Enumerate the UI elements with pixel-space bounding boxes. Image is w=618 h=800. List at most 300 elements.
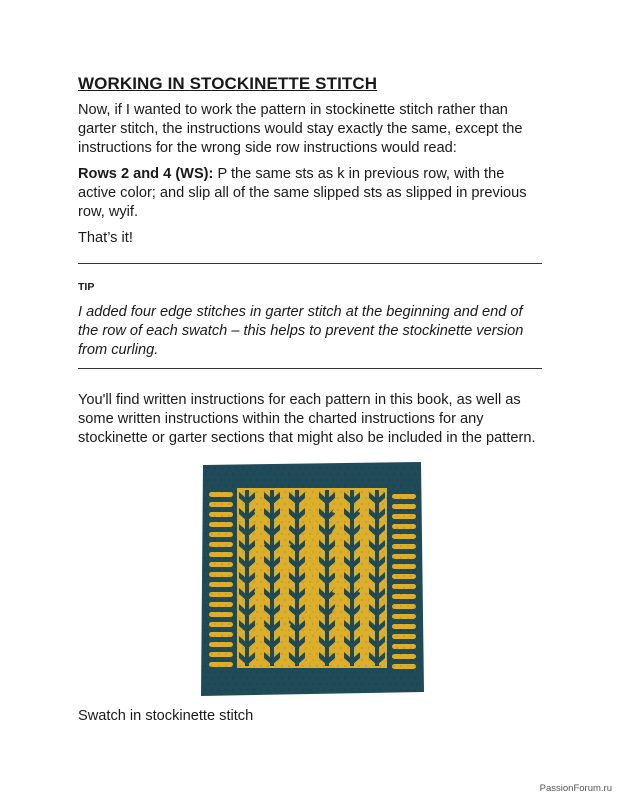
knit-texture <box>249 611 251 613</box>
knit-texture <box>235 683 237 685</box>
knit-texture <box>295 617 297 619</box>
knit-texture <box>239 473 241 475</box>
knit-texture <box>260 497 262 499</box>
knit-texture <box>358 509 360 511</box>
knit-texture <box>337 545 339 547</box>
knit-texture <box>403 647 405 649</box>
knit-texture <box>228 587 230 589</box>
knit-texture <box>242 683 244 685</box>
knit-texture <box>323 557 325 559</box>
knit-texture <box>302 677 304 679</box>
knit-texture <box>323 545 325 547</box>
knit-texture <box>225 641 227 643</box>
knit-texture <box>368 659 370 661</box>
edge-stripe-right <box>392 594 416 599</box>
knit-texture <box>281 557 283 559</box>
knit-texture <box>365 665 367 667</box>
knit-texture <box>239 605 241 607</box>
knit-texture <box>246 617 248 619</box>
knit-texture <box>340 599 342 601</box>
knit-texture <box>319 491 321 493</box>
knit-texture <box>316 569 318 571</box>
knit-texture <box>340 479 342 481</box>
knit-texture <box>407 677 409 679</box>
knit-texture <box>389 587 391 589</box>
knit-texture <box>239 617 241 619</box>
knit-texture <box>214 467 216 469</box>
knit-texture <box>323 629 325 631</box>
knit-texture <box>256 563 258 565</box>
knit-texture <box>312 515 314 517</box>
knit-texture <box>263 575 265 577</box>
knit-texture <box>368 527 370 529</box>
knit-texture <box>365 569 367 571</box>
knit-texture <box>312 575 314 577</box>
knit-texture <box>410 575 412 577</box>
knit-texture <box>253 557 255 559</box>
knit-texture <box>298 467 300 469</box>
knit-texture <box>382 491 384 493</box>
knit-texture <box>284 623 286 625</box>
knit-texture <box>372 569 374 571</box>
knit-texture <box>337 689 339 691</box>
knit-texture <box>204 485 206 487</box>
knit-texture <box>344 677 346 679</box>
knit-texture <box>410 491 412 493</box>
knit-texture <box>204 533 206 535</box>
knit-texture <box>417 527 419 529</box>
knit-texture <box>319 659 321 661</box>
knit-texture <box>351 545 353 547</box>
knit-texture <box>232 497 234 499</box>
knit-texture <box>316 497 318 499</box>
knit-texture <box>218 665 220 667</box>
knit-texture <box>330 593 332 595</box>
knit-texture <box>274 617 276 619</box>
knit-texture <box>260 557 262 559</box>
knit-texture <box>337 677 339 679</box>
knit-texture <box>225 581 227 583</box>
knit-texture <box>375 515 377 517</box>
knit-texture <box>239 653 241 655</box>
knit-texture <box>333 671 335 673</box>
knit-texture <box>249 587 251 589</box>
knit-texture <box>207 671 209 673</box>
knit-texture <box>400 521 402 523</box>
knit-texture <box>323 533 325 535</box>
knit-texture <box>372 689 374 691</box>
knit-texture <box>302 497 304 499</box>
knit-texture <box>291 491 293 493</box>
knit-texture <box>211 581 213 583</box>
knit-texture <box>389 551 391 553</box>
knit-texture <box>277 659 279 661</box>
knit-texture <box>281 605 283 607</box>
knit-texture <box>344 629 346 631</box>
knit-texture <box>358 545 360 547</box>
knit-texture <box>403 635 405 637</box>
knit-texture <box>386 533 388 535</box>
knit-texture <box>358 617 360 619</box>
knit-texture <box>239 545 241 547</box>
knit-texture <box>253 569 255 571</box>
knit-texture <box>305 671 307 673</box>
knit-texture <box>221 527 223 529</box>
knit-texture <box>295 581 297 583</box>
knit-texture <box>260 605 262 607</box>
knit-texture <box>225 665 227 667</box>
knit-texture <box>239 641 241 643</box>
knit-texture <box>221 647 223 649</box>
knit-texture <box>375 623 377 625</box>
knit-texture <box>400 653 402 655</box>
knit-texture <box>305 647 307 649</box>
knit-texture <box>232 629 234 631</box>
knit-texture <box>232 689 234 691</box>
knit-texture <box>340 587 342 589</box>
knit-texture <box>333 539 335 541</box>
knit-texture <box>347 539 349 541</box>
knit-texture <box>228 671 230 673</box>
edge-stripe-left <box>209 642 233 647</box>
thats-it-text: That’s it! <box>78 230 133 246</box>
knit-texture <box>330 545 332 547</box>
knit-texture <box>235 515 237 517</box>
knit-texture <box>309 521 311 523</box>
knit-texture <box>347 611 349 613</box>
knit-texture <box>218 569 220 571</box>
knit-texture <box>291 599 293 601</box>
knit-texture <box>249 515 251 517</box>
knit-texture <box>232 581 234 583</box>
knit-texture <box>382 551 384 553</box>
knit-texture <box>340 527 342 529</box>
knit-texture <box>379 497 381 499</box>
knit-texture <box>386 473 388 475</box>
knit-texture <box>270 467 272 469</box>
knit-texture <box>354 647 356 649</box>
knit-texture <box>386 617 388 619</box>
knit-texture <box>365 689 367 691</box>
knit-texture <box>323 677 325 679</box>
knit-texture <box>228 467 230 469</box>
knit-texture <box>368 647 370 649</box>
knit-texture <box>274 677 276 679</box>
knit-texture <box>204 521 206 523</box>
knit-texture <box>312 539 314 541</box>
knit-texture <box>263 539 265 541</box>
knit-texture <box>403 611 405 613</box>
knit-texture <box>253 533 255 535</box>
knit-texture <box>246 581 248 583</box>
knit-texture <box>263 491 265 493</box>
knit-texture <box>291 527 293 529</box>
knit-texture <box>274 473 276 475</box>
knit-texture <box>382 539 384 541</box>
knit-texture <box>365 605 367 607</box>
knit-texture <box>323 569 325 571</box>
knit-texture <box>382 563 384 565</box>
knit-texture <box>246 605 248 607</box>
knit-texture <box>372 521 374 523</box>
knit-texture <box>340 635 342 637</box>
knit-texture <box>204 557 206 559</box>
knit-texture <box>207 563 209 565</box>
knit-texture <box>249 527 251 529</box>
knit-texture <box>410 515 412 517</box>
knit-texture <box>375 575 377 577</box>
knit-texture <box>274 581 276 583</box>
knit-texture <box>207 515 209 517</box>
knit-texture <box>344 497 346 499</box>
knit-texture <box>214 599 216 601</box>
knit-texture <box>288 545 290 547</box>
knit-texture <box>333 551 335 553</box>
knit-texture <box>389 683 391 685</box>
knit-texture <box>228 551 230 553</box>
knit-texture <box>214 503 216 505</box>
knit-texture <box>214 575 216 577</box>
knit-texture <box>396 467 398 469</box>
knit-texture <box>232 509 234 511</box>
knit-texture <box>361 491 363 493</box>
knit-texture <box>256 599 258 601</box>
knit-texture <box>351 569 353 571</box>
knit-texture <box>263 671 265 673</box>
knit-texture <box>291 515 293 517</box>
knit-texture <box>386 593 388 595</box>
knit-texture <box>218 545 220 547</box>
knit-texture <box>242 611 244 613</box>
knit-texture <box>372 629 374 631</box>
knit-texture <box>365 617 367 619</box>
page-content <box>78 73 542 455</box>
knit-texture <box>333 611 335 613</box>
knit-texture <box>358 605 360 607</box>
knit-texture <box>263 551 265 553</box>
knit-texture <box>235 635 237 637</box>
knit-texture <box>365 485 367 487</box>
knit-texture <box>298 551 300 553</box>
swatch-caption: Swatch in stockinette stitch <box>78 708 254 724</box>
knit-texture <box>232 473 234 475</box>
knit-texture <box>256 575 258 577</box>
knit-texture <box>204 509 206 511</box>
knit-texture <box>204 677 206 679</box>
knit-texture <box>281 653 283 655</box>
knit-texture <box>274 665 276 667</box>
knit-texture <box>407 485 409 487</box>
knit-texture <box>228 659 230 661</box>
knit-texture <box>389 503 391 505</box>
knit-texture <box>267 533 269 535</box>
knit-texture <box>309 533 311 535</box>
knit-texture <box>414 485 416 487</box>
knit-texture <box>379 557 381 559</box>
knit-texture <box>386 545 388 547</box>
knit-texture <box>389 527 391 529</box>
knit-texture <box>267 557 269 559</box>
knit-texture <box>407 521 409 523</box>
knit-texture <box>351 665 353 667</box>
knit-texture <box>291 671 293 673</box>
knit-texture <box>319 503 321 505</box>
knit-texture <box>298 611 300 613</box>
knit-texture <box>319 527 321 529</box>
knit-texture <box>228 599 230 601</box>
knit-texture <box>235 611 237 613</box>
edge-stripe-right <box>392 534 416 539</box>
knit-texture <box>309 629 311 631</box>
knit-texture <box>274 533 276 535</box>
knit-texture <box>379 617 381 619</box>
knit-texture <box>389 515 391 517</box>
knit-texture <box>333 623 335 625</box>
knit-texture <box>260 569 262 571</box>
knit-texture <box>207 527 209 529</box>
knit-texture <box>410 563 412 565</box>
knit-texture <box>410 587 412 589</box>
edge-stripe-right <box>392 664 416 669</box>
knit-texture <box>312 671 314 673</box>
knit-texture <box>221 491 223 493</box>
knit-texture <box>414 581 416 583</box>
knit-texture <box>344 689 346 691</box>
knit-texture <box>333 599 335 601</box>
knit-texture <box>221 563 223 565</box>
knit-texture <box>407 641 409 643</box>
knit-texture <box>211 653 213 655</box>
knit-texture <box>270 491 272 493</box>
knit-texture <box>260 677 262 679</box>
knit-texture <box>270 551 272 553</box>
knit-texture <box>270 563 272 565</box>
knit-texture <box>414 617 416 619</box>
knit-texture <box>302 557 304 559</box>
knit-texture <box>295 605 297 607</box>
knit-texture <box>407 605 409 607</box>
rows-text: P the same sts as k in previous row, with the active color; and slip all of the same slipped sts as slipped in previous row, wyif. <box>78 166 527 220</box>
knit-texture <box>414 569 416 571</box>
knit-texture <box>316 533 318 535</box>
knit-texture <box>270 659 272 661</box>
knit-texture <box>218 617 220 619</box>
knit-texture <box>386 497 388 499</box>
knit-texture <box>291 611 293 613</box>
knit-texture <box>326 575 328 577</box>
knit-texture <box>281 689 283 691</box>
knit-texture <box>319 479 321 481</box>
knit-texture <box>232 545 234 547</box>
knit-texture <box>211 557 213 559</box>
knit-texture <box>211 569 213 571</box>
knit-texture <box>204 689 206 691</box>
knit-texture <box>403 539 405 541</box>
knit-texture <box>379 545 381 547</box>
knit-texture <box>340 623 342 625</box>
knit-texture <box>309 545 311 547</box>
knit-texture <box>281 533 283 535</box>
knit-texture <box>368 503 370 505</box>
knit-texture <box>204 629 206 631</box>
knit-texture <box>281 593 283 595</box>
knit-texture <box>396 551 398 553</box>
knit-texture <box>305 563 307 565</box>
knit-texture <box>302 473 304 475</box>
knit-texture <box>218 497 220 499</box>
knit-texture <box>368 539 370 541</box>
knit-texture <box>214 611 216 613</box>
knit-texture <box>316 521 318 523</box>
knit-texture <box>295 665 297 667</box>
knit-texture <box>270 647 272 649</box>
knit-texture <box>235 587 237 589</box>
knit-texture <box>312 467 314 469</box>
knit-texture <box>214 539 216 541</box>
knit-texture <box>330 605 332 607</box>
knit-texture <box>302 665 304 667</box>
knit-texture <box>263 467 265 469</box>
knit-texture <box>361 503 363 505</box>
knit-texture <box>214 659 216 661</box>
knit-texture <box>207 575 209 577</box>
knit-texture <box>305 539 307 541</box>
knit-texture <box>407 497 409 499</box>
knit-texture <box>410 539 412 541</box>
knit-texture <box>270 611 272 613</box>
knit-texture <box>288 581 290 583</box>
knit-texture <box>393 473 395 475</box>
knit-texture <box>326 563 328 565</box>
knit-texture <box>323 593 325 595</box>
knit-texture <box>239 509 241 511</box>
knit-texture <box>302 581 304 583</box>
knit-texture <box>260 521 262 523</box>
knit-texture <box>235 671 237 673</box>
knit-texture <box>396 599 398 601</box>
knit-texture <box>288 677 290 679</box>
knit-texture <box>417 599 419 601</box>
knit-texture <box>361 575 363 577</box>
knit-texture <box>225 593 227 595</box>
knit-texture <box>354 551 356 553</box>
knit-texture <box>207 623 209 625</box>
knit-texture <box>347 551 349 553</box>
knit-texture <box>400 605 402 607</box>
knit-texture <box>417 491 419 493</box>
knit-texture <box>246 629 248 631</box>
knit-texture <box>344 509 346 511</box>
knit-texture <box>351 605 353 607</box>
knit-texture <box>288 617 290 619</box>
knit-texture <box>316 641 318 643</box>
knit-texture <box>389 623 391 625</box>
knit-texture <box>389 611 391 613</box>
knit-texture <box>281 677 283 679</box>
knit-texture <box>365 641 367 643</box>
knit-texture <box>379 473 381 475</box>
knit-texture <box>330 629 332 631</box>
knit-texture <box>284 503 286 505</box>
knit-texture <box>407 665 409 667</box>
knit-texture <box>284 599 286 601</box>
knit-texture <box>400 557 402 559</box>
knitted-swatch-illustration <box>199 462 425 696</box>
knit-texture <box>281 509 283 511</box>
knit-texture <box>407 653 409 655</box>
knit-texture <box>204 653 206 655</box>
knit-texture <box>207 539 209 541</box>
